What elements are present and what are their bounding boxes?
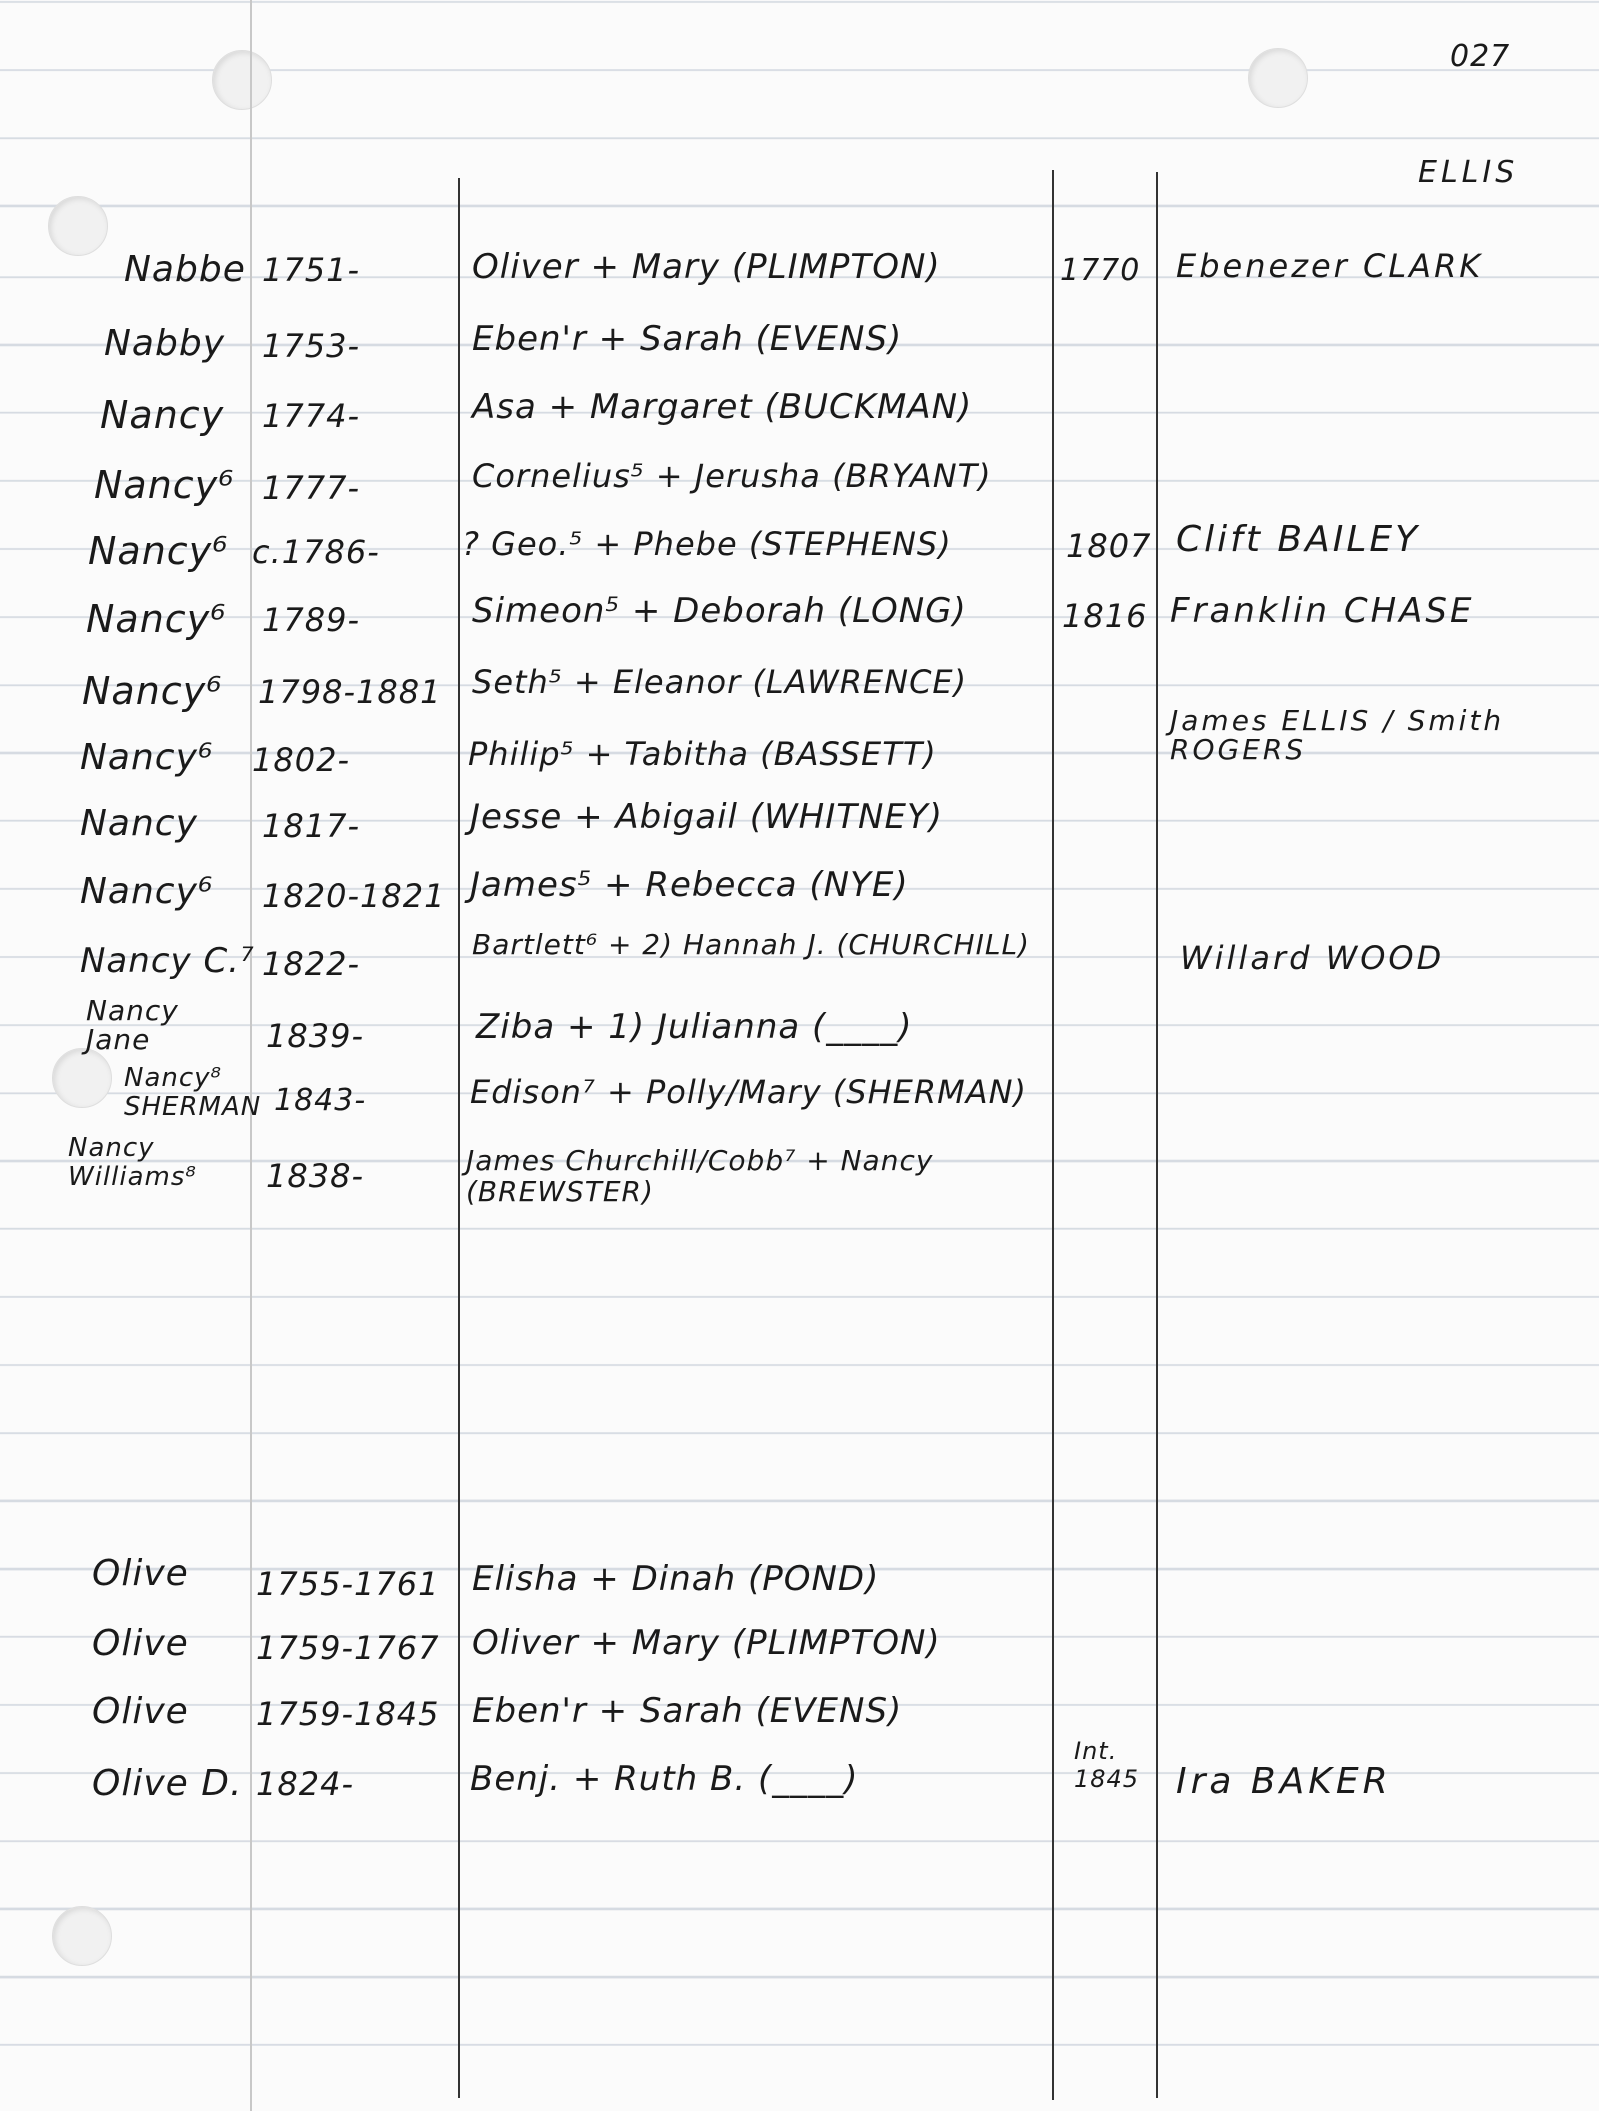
parents: James Churchill/Cobb⁷ + Nancy (BREWSTER)	[466, 1144, 934, 1208]
parents: Oliver + Mary (PLIMPTON)	[472, 247, 941, 287]
birth-years: 1759-1845	[256, 1695, 440, 1733]
parents: Eben'r + Sarah (EVENS)	[472, 319, 903, 359]
spouse: Ira BAKER	[1176, 1761, 1392, 1802]
birth-years: 1759-1767	[256, 1629, 440, 1667]
given-name: Olive	[92, 1623, 189, 1664]
birth-years: 1802-	[252, 741, 350, 779]
given-name: Nancy⁶	[82, 669, 223, 713]
parents: Oliver + Mary (PLIMPTON)	[472, 1623, 941, 1663]
marriage-year: 1770	[1060, 253, 1141, 288]
given-name: Nancy Jane	[86, 994, 179, 1057]
given-name: Nancy⁸ SHERMAN	[124, 1063, 262, 1122]
birth-years: 1755-1761	[256, 1565, 440, 1603]
parents: Seth⁵ + Eleanor (LAWRENCE)	[472, 663, 968, 701]
parents: Simeon⁵ + Deborah (LONG)	[472, 591, 967, 631]
punch-hole-top-right	[1248, 48, 1308, 108]
parents: Eben'r + Sarah (EVENS)	[472, 1691, 903, 1731]
birth-years: 1774-	[262, 397, 360, 435]
surname-heading: ELLIS	[1418, 155, 1519, 190]
given-name: Nabbe	[124, 249, 246, 290]
spouse: Clift BAILEY	[1176, 519, 1421, 560]
given-name: Olive	[92, 1553, 189, 1594]
punch-hole-left-lower	[52, 1906, 112, 1966]
birth-years: 1789-	[262, 601, 360, 639]
column-rule-parents	[458, 178, 460, 2098]
birth-years: 1839-	[266, 1017, 364, 1055]
birth-years: 1838-	[266, 1157, 364, 1195]
given-name: Nancy⁶	[80, 737, 214, 778]
given-name: Olive	[92, 1691, 189, 1732]
given-name: Nancy	[100, 393, 225, 437]
given-name: Nancy Williams⁸	[68, 1133, 197, 1192]
parents: Elisha + Dinah (POND)	[472, 1559, 880, 1599]
spouse: Franklin CHASE	[1170, 591, 1475, 631]
spouse: Ebenezer CLARK	[1176, 247, 1484, 285]
parents: ? Geo.⁵ + Phebe (STEPHENS)	[462, 525, 952, 563]
parents: Edison⁷ + Polly/Mary (SHERMAN)	[470, 1073, 1028, 1111]
given-name: Nancy⁶	[94, 463, 235, 507]
birth-years: 1753-	[262, 327, 360, 365]
given-name: Nabby	[104, 323, 225, 364]
spouse: James ELLIS / Smith ROGERS	[1170, 704, 1505, 767]
parents: James⁵ + Rebecca (NYE)	[470, 865, 909, 905]
marriage-year: 1816	[1062, 597, 1148, 635]
given-name: Nancy	[80, 803, 198, 844]
given-name: Nancy⁶	[88, 529, 229, 573]
given-name: Olive D.	[92, 1763, 243, 1804]
birth-years: 1777-	[262, 469, 360, 507]
parents: Cornelius⁵ + Jerusha (BRYANT)	[472, 457, 992, 495]
column-rule-spouse	[1156, 172, 1158, 2098]
birth-years: 1798-1881	[258, 673, 442, 711]
parents: Benj. + Ruth B. (____)	[470, 1759, 859, 1799]
parents: Bartlett⁶ + 2) Hannah J. (CHURCHILL)	[472, 928, 1030, 961]
margin-line	[250, 0, 252, 2111]
given-name: Nancy C.⁷	[80, 941, 255, 981]
spouse: Willard WOOD	[1180, 939, 1445, 977]
punch-hole-left-middle	[52, 1048, 112, 1108]
birth-years: 1822-	[262, 945, 360, 983]
birth-years: 1824-	[256, 1765, 354, 1803]
page-number: 027	[1450, 39, 1511, 74]
birth-years: c.1786-	[252, 533, 380, 571]
parents: Asa + Margaret (BUCKMAN)	[472, 387, 973, 427]
given-name: Nancy⁶	[86, 597, 227, 641]
birth-years: 1751-	[262, 251, 360, 289]
given-name: Nancy⁶	[80, 871, 214, 912]
marriage-year: Int. 1845	[1074, 1737, 1140, 1793]
column-rule-marriage	[1052, 170, 1054, 2100]
parents: Philip⁵ + Tabitha (BASSETT)	[468, 735, 937, 773]
parents: Jesse + Abigail (WHITNEY)	[470, 797, 943, 837]
birth-years: 1817-	[262, 807, 360, 845]
punch-hole-left-upper	[48, 196, 108, 256]
birth-years: 1843-	[274, 1083, 367, 1118]
parents: Ziba + 1) Julianna (____)	[476, 1007, 913, 1047]
punch-hole-top-left	[212, 50, 272, 110]
marriage-year: 1807	[1066, 527, 1152, 565]
birth-years: 1820-1821	[262, 877, 446, 915]
